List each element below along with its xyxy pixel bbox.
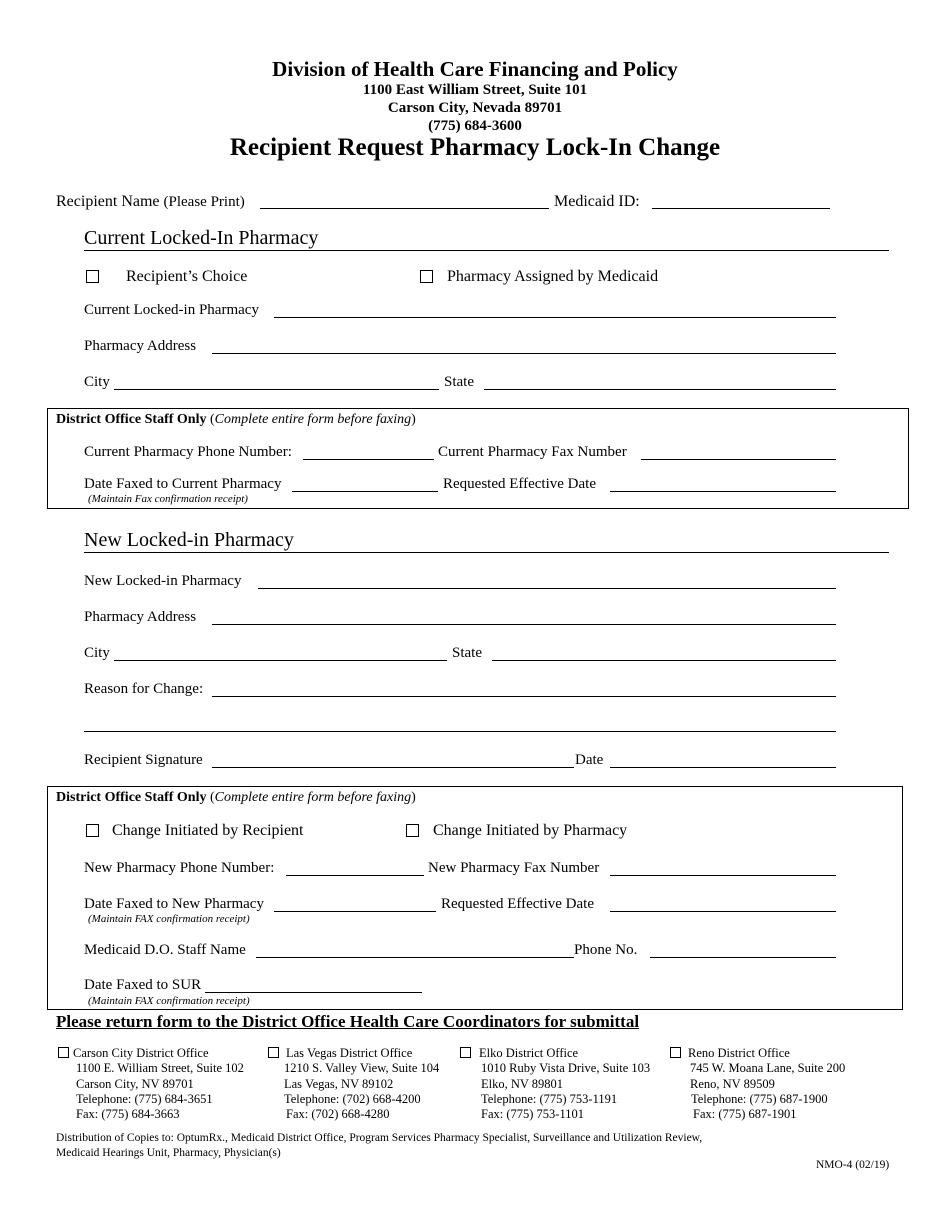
carson-city-checkbox[interactable] (58, 1047, 69, 1058)
office-phone: Telephone: (775) 684-3651 (76, 1091, 213, 1106)
return-instruction: Please return form to the District Office Health Care Coordinators for submittal (56, 1012, 640, 1031)
recipient-name-hint: (Please Print) (163, 194, 245, 210)
signature-date-label: Date (575, 752, 604, 768)
office-phone: Telephone: (775) 753-1191 (481, 1091, 618, 1106)
current-city-label: City (84, 374, 110, 390)
office-fax: Fax: (775) 684-3663 (76, 1107, 180, 1122)
new-section-title: New Locked-in Pharmacy (84, 529, 294, 551)
new-state-label: State (452, 645, 482, 661)
distribution-note (56, 1131, 702, 1160)
new-pharmacy-field[interactable] (258, 588, 836, 589)
new-address-label: Pharmacy Address (84, 609, 197, 625)
staff2-hint: Complete entire form before faxing (214, 790, 412, 805)
elko-checkbox[interactable] (460, 1047, 471, 1058)
office-elko (460, 1046, 650, 1122)
office-city: Elko, NV 89801 (481, 1076, 564, 1091)
effective-date-new-field[interactable] (610, 911, 836, 912)
current-section-rule (84, 250, 889, 251)
new-city-label: City (84, 645, 110, 661)
current-phone-label: Current Pharmacy Phone Number: (84, 444, 292, 460)
current-city-field[interactable] (114, 389, 439, 390)
medicaid-assigned-label: Pharmacy Assigned by Medicaid (447, 268, 659, 285)
recipient-name-field[interactable] (260, 208, 549, 209)
medicaid-id-label: Medicaid ID: (554, 193, 640, 210)
reno-checkbox[interactable] (670, 1047, 681, 1058)
signature-field[interactable] (212, 767, 574, 768)
initiated-by-recipient-checkbox[interactable] (86, 824, 99, 837)
office-street: 1210 S. Valley View, Suite 104 (284, 1061, 440, 1076)
form-title: Recipient Request Pharmacy Lock-In Change (229, 134, 721, 161)
staff2-note1: (Maintain FAX confirmation receipt) (88, 913, 250, 925)
staff1-hint: Complete entire form before faxing (214, 412, 412, 427)
new-address-field[interactable] (212, 624, 836, 625)
new-pharmacy-label: New Locked-in Pharmacy (84, 573, 242, 589)
distribution-line1: Distribution of Copies to: OptumRx., Medicaid District Office, Program Services Pharmacy Specialist, Surveillance and Utilization Review, (56, 1132, 703, 1144)
effective-date-current-label: Requested Effective Date (443, 476, 596, 492)
staff2-heading: District Office Staff Only (Complete entire form before faxing) (56, 790, 416, 805)
date-faxed-current-field[interactable] (292, 491, 438, 492)
initiated-by-pharmacy-label: Change Initiated by Pharmacy (433, 822, 628, 839)
recipient-choice-label: Recipient’s Choice (126, 268, 248, 285)
current-fax-field[interactable] (641, 459, 836, 460)
new-fax-field[interactable] (610, 875, 836, 876)
office-street: 1100 E. William Street, Suite 102 (76, 1061, 244, 1076)
office-phone: Telephone: (702) 668-4200 (284, 1091, 421, 1106)
sur-date-field[interactable] (205, 992, 422, 993)
date-faxed-current-label: Date Faxed to Current Pharmacy (84, 476, 282, 492)
agency-phone: (775) 684-3600 (428, 118, 522, 134)
date-faxed-new-field[interactable] (274, 911, 436, 912)
staff2-title: District Office Staff Only (56, 790, 207, 805)
medicaid-id-field[interactable] (652, 208, 830, 209)
recipient-choice-checkbox[interactable] (86, 270, 99, 283)
staff1-title: District Office Staff Only (56, 412, 207, 427)
effective-date-new-label: Requested Effective Date (441, 896, 594, 912)
staff-phone-field[interactable] (650, 957, 836, 958)
signature-label: Recipient Signature (84, 752, 203, 768)
office-fax: Fax: (702) 668-4280 (286, 1107, 390, 1122)
office-city: Las Vegas, NV 89102 (284, 1076, 394, 1091)
current-section-title: Current Locked-In Pharmacy (84, 227, 319, 249)
form-number: NMO-4 (02/19) (816, 1159, 890, 1171)
initiated-by-pharmacy-checkbox[interactable] (406, 824, 419, 837)
office-las-vegas (268, 1046, 439, 1122)
reason-label: Reason for Change: (84, 681, 204, 697)
new-phone-field[interactable] (286, 875, 424, 876)
office-street: 745 W. Moana Lane, Suite 200 (690, 1061, 846, 1076)
staff2-note2: (Maintain FAX confirmation receipt) (88, 995, 250, 1007)
agency-address-line1: 1100 East William Street, Suite 101 (362, 82, 588, 98)
new-fax-label: New Pharmacy Fax Number (428, 860, 600, 876)
distribution-line2: Medicaid Hearings Unit, Pharmacy, Physician(s) (56, 1146, 281, 1159)
office-reno (670, 1046, 845, 1122)
current-address-field[interactable] (212, 353, 836, 354)
date-faxed-new-label: Date Faxed to New Pharmacy (84, 896, 264, 912)
initiated-by-recipient-label: Change Initiated by Recipient (112, 822, 304, 839)
reason-field-line2[interactable] (84, 731, 836, 732)
current-pharmacy-field[interactable] (274, 317, 836, 318)
new-state-field[interactable] (492, 660, 836, 661)
staff-name-field[interactable] (256, 957, 574, 958)
new-city-field[interactable] (114, 660, 447, 661)
effective-date-current-field[interactable] (610, 491, 836, 492)
current-address-label: Pharmacy Address (84, 338, 197, 354)
recipient-name-text: Recipient Name (56, 193, 160, 210)
las-vegas-checkbox[interactable] (268, 1047, 279, 1058)
agency-address-line2: Carson City, Nevada 89701 (387, 100, 563, 116)
signature-date-field[interactable] (610, 767, 836, 768)
current-phone-field[interactable] (303, 459, 434, 460)
staff1-note: (Maintain Fax confirmation receipt) (88, 493, 248, 505)
staff-phone-label: Phone No. (574, 942, 638, 958)
sur-date-label: Date Faxed to SUR (84, 977, 202, 993)
current-state-label: State (444, 374, 474, 390)
current-pharmacy-label: Current Locked-in Pharmacy (84, 302, 259, 318)
office-city: Reno, NV 89509 (690, 1076, 775, 1091)
office-carson-city (58, 1046, 244, 1122)
office-phone: Telephone: (775) 687-1900 (691, 1091, 828, 1106)
office-fax: Fax: (775) 753-1101 (481, 1107, 584, 1122)
office-name: Las Vegas District Office (286, 1046, 413, 1060)
new-phone-label: New Pharmacy Phone Number: (84, 860, 275, 876)
office-name: Reno District Office (688, 1046, 790, 1060)
office-city: Carson City, NV 89701 (76, 1076, 194, 1091)
current-state-field[interactable] (484, 389, 836, 390)
medicaid-assigned-checkbox[interactable] (420, 270, 433, 283)
staff1-heading: District Office Staff Only (Complete entire form before faxing) (56, 412, 416, 427)
staff-name-label: Medicaid D.O. Staff Name (84, 942, 246, 958)
office-street: 1010 Ruby Vista Drive, Suite 103 (481, 1061, 651, 1076)
current-fax-label: Current Pharmacy Fax Number (438, 444, 627, 460)
office-name: Carson City District Office (73, 1046, 209, 1060)
office-fax: Fax: (775) 687-1901 (693, 1107, 797, 1122)
agency-name: Division of Health Care Financing and Policy (272, 57, 678, 81)
new-section-rule (84, 552, 889, 553)
recipient-name-label (56, 193, 245, 211)
reason-field-line1[interactable] (212, 696, 836, 697)
office-name: Elko District Office (479, 1046, 579, 1060)
